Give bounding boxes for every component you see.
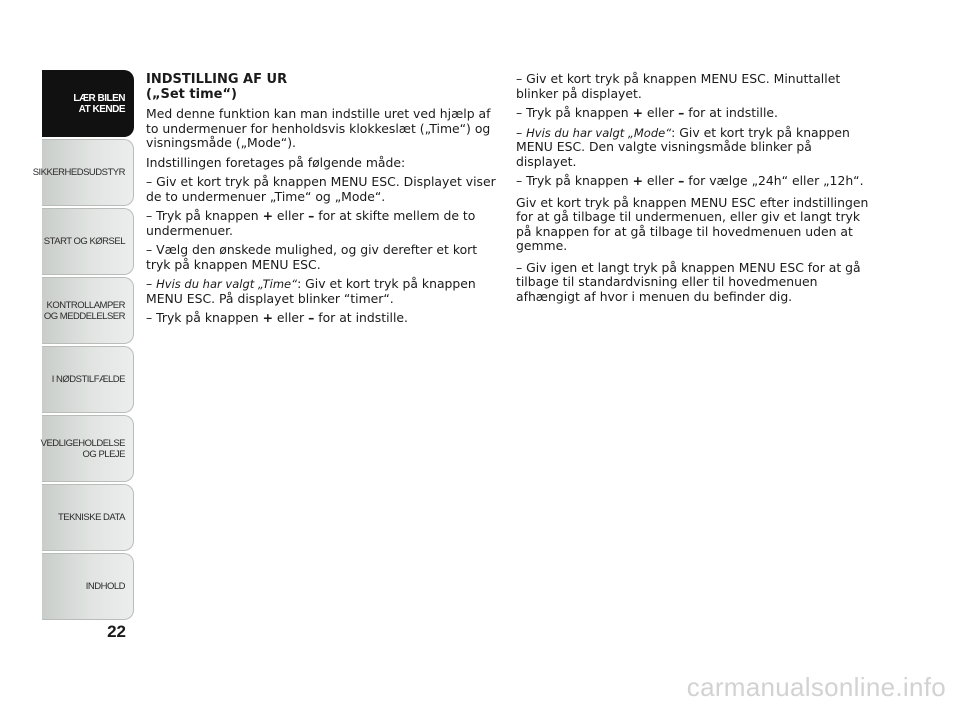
- step-text: for at indstille.: [314, 310, 408, 325]
- step-text: for vælge „24h“ eller „12h“.: [684, 173, 864, 188]
- step-text: for at skifte mellem de to undermenuer.: [146, 208, 476, 238]
- right-column: [516, 72, 871, 309]
- step-9: [516, 174, 871, 189]
- tab-vedligeholdelse[interactable]: [42, 415, 134, 482]
- left-column: [146, 72, 498, 331]
- step-5: [146, 311, 498, 326]
- step-2: [146, 209, 498, 238]
- step-text: –: [146, 276, 157, 291]
- step-text: eller: [642, 173, 679, 188]
- tab-start-og-korsel[interactable]: [42, 208, 134, 275]
- tab-label: START OG KØRSEL: [43, 236, 125, 247]
- step-text: : Giv et kort tryk på knappen MENU ESC. Den valgte visningsmåde blinker på displayet.: [516, 124, 850, 169]
- tab-label: LÆR BILEN AT KENDE: [73, 92, 125, 115]
- step-text: – Tryk på knappen: [146, 208, 263, 223]
- intro-paragraph: Med denne funktion kan man indstille uret ved hjælp af to undermenuer for henholdsvis klokkeslæt („Time“) og visningsmåde („Mode“).: [146, 106, 491, 150]
- section-heading: [146, 72, 498, 102]
- tab-indhold[interactable]: [42, 553, 134, 620]
- tab-kontrollamper[interactable]: [42, 277, 134, 344]
- step-text: –: [516, 124, 527, 140]
- step-7: [516, 106, 871, 121]
- minus-symbol: –: [678, 173, 685, 188]
- tab-tekniske-data[interactable]: [42, 484, 134, 551]
- plus-symbol: +: [262, 208, 273, 223]
- step-text: eller: [272, 208, 309, 223]
- paragraph-return: Giv et kort tryk på knappen MENU ESC efter indstillingen for at gå tilbage til undermenuen, eller giv et langt tryk på knappen for at gå tilbage til hovedmenuen uden at gemme.: [516, 194, 869, 253]
- tab-label: SIKKERHEDSUDSTYR: [32, 167, 125, 178]
- step-text: eller: [272, 310, 309, 325]
- step-text: – Tryk på knappen: [516, 105, 633, 120]
- procedure-intro: Indstillingen foretages på følgende måde:: [146, 154, 406, 170]
- tab-label: VEDLIGEHOLDELSE OG PLEJE: [40, 437, 125, 460]
- watermark-text: carmanualsonline.info: [686, 672, 946, 702]
- step-6: – Giv et kort tryk på knappen MENU ESC. Minuttallet blinker på displayet.: [516, 71, 841, 101]
- tab-label: INDHOLD: [85, 581, 125, 592]
- step-4: [146, 277, 498, 306]
- heading-line-2: („Set time“): [146, 87, 237, 102]
- step-text: – Tryk på knappen: [146, 310, 263, 325]
- tab-label: KONTROLLAMPER OG MEDDELELSER: [43, 299, 125, 322]
- chapter-tabs: [32, 70, 134, 622]
- italic-condition: Hvis du har valgt „Mode“: [526, 125, 672, 140]
- step-8: [516, 126, 871, 170]
- minus-symbol: –: [308, 310, 315, 325]
- page-number: 22: [107, 622, 126, 641]
- step-text: – Tryk på knappen: [516, 173, 633, 188]
- tab-sikkerhedsudstyr[interactable]: [32, 139, 134, 206]
- paragraph-long-press: – Giv igen et langt tryk på knappen MENU ESC for at gå tilbage til standardvisning eller til hovedmenuen afhængigt af hvor i menuen du befinder dig.: [516, 259, 861, 304]
- step-text: eller: [642, 105, 679, 120]
- tab-i-nodstilfaelde[interactable]: [42, 346, 134, 413]
- minus-symbol: –: [308, 208, 315, 223]
- heading-line-1: INDSTILLING AF UR: [146, 72, 288, 87]
- plus-symbol: +: [632, 105, 643, 120]
- tab-label: I NØDSTILFÆLDE: [51, 374, 125, 385]
- plus-symbol: +: [262, 310, 273, 325]
- minus-symbol: –: [678, 105, 685, 120]
- plus-symbol: +: [632, 173, 643, 188]
- step-text: for at indstille.: [684, 105, 778, 120]
- tab-laer-bilen-at-kende[interactable]: [42, 70, 134, 137]
- step-text: : Giv et kort tryk på knappen MENU ESC. På displayet blinker “timer“.: [146, 276, 476, 306]
- italic-condition: Hvis du har valgt „Time“: [156, 277, 298, 291]
- step-3: – Vælg den ønskede mulighed, og giv derefter et kort tryk på knappen MENU ESC.: [146, 242, 478, 272]
- step-1: – Giv et kort tryk på knappen MENU ESC. Displayet viser de to undermenuer „Time“ og „Mode“.: [146, 174, 496, 204]
- tab-label: TEKNISKE DATA: [57, 512, 125, 523]
